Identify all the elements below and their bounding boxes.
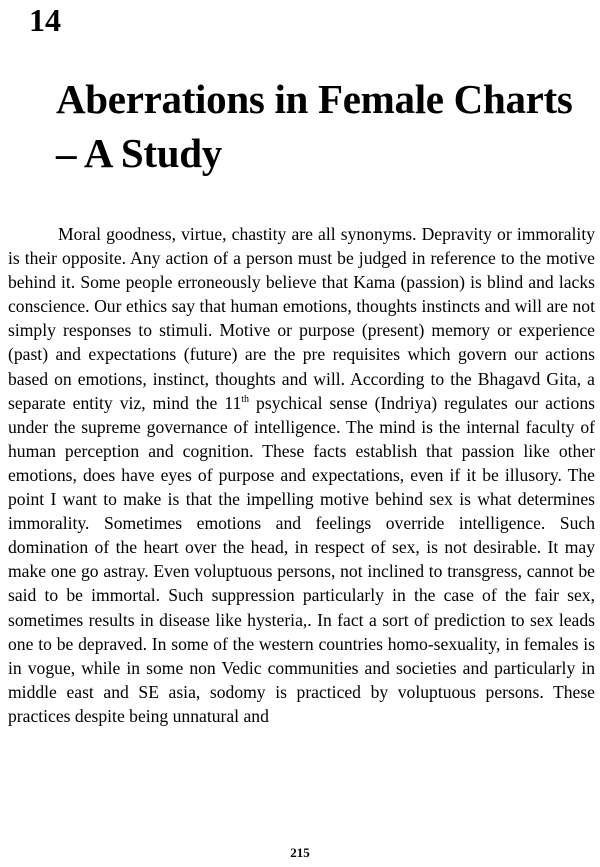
body-text-part-2: psychical sense (Indriya) regulates our actions under the supreme governance of intelligence. The mind is the internal faculty of human perception and cognition. These facts establish that passion like other emotions, does have eyes of purpose and expectations, even if it be illusory. The point I want to make is that the impelling motive behind sex is what determines immorality. Sometimes emotions and feelings override intelligence. Such domination of the heart over the head, in respect of sex, is not desirable. It may make one go astray. Even voluptuous persons, not inclined to transgress, cannot be said to be immortal. Such suppression particularly in the case of the fair sex, sometimes results in disease like hysteria,. In fact a sort of prediction to sex leads one to be depraved. In some of the western countries homo-sexuality, in females is in vogue, while in some non Vedic communities and societies and particularly in middle east and SE asia, sodomy is practiced by voluptuous persons. These practices despite being unnatural and [8,392,595,726]
body-paragraph [8,222,595,728]
chapter-title: Aberrations in Female Charts – A Study [56,76,573,176]
ordinal-superscript: th [241,393,250,405]
body-text-part-1: Moral goodness, virtue, chastity are all synonyms. Depravity or immorality is their opposite. Any action of a person must be judged in reference to the motive behind it. Some people erroneously believe that Kama (passion) is blind and lacks conscience. Our ethics say that human emotions, thoughts instincts and will are not simply responses to stimuli. Motive or purpose (present) memory or experience (past) and expectations (future) are the pre requisites which govern our actions based on emotions, instinct, thoughts and will. According to the Bhagavd Gita, a separate entity viz, mind the 11 [8,224,595,413]
page-number: 215 [290,845,310,860]
chapter-number: 14 [29,2,61,38]
